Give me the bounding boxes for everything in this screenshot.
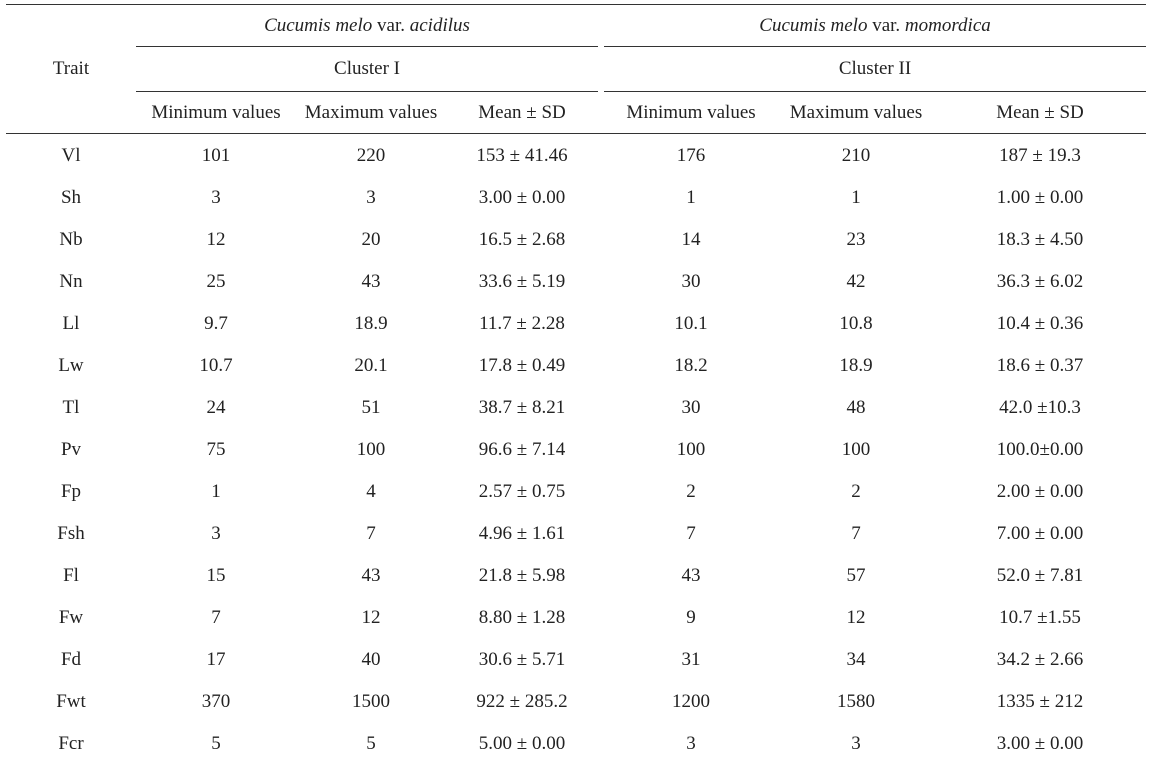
c1-min-cell: 3 (136, 513, 296, 555)
subheader-c2-mean: Mean ± SD (934, 92, 1146, 134)
c2-min-cell: 31 (604, 639, 778, 681)
c2-mean-cell: 100.0±0.00 (934, 429, 1146, 471)
c2-max-cell: 10.8 (778, 303, 934, 345)
table-row (6, 639, 1146, 681)
c1-min-cell: 5 (136, 723, 296, 765)
table-row (6, 555, 1146, 597)
data-table-container (6, 4, 1146, 765)
table-row (6, 387, 1146, 429)
c1-max-cell: 1500 (296, 681, 446, 723)
c2-min-cell: 9 (604, 597, 778, 639)
c2-mean-cell: 10.7 ±1.55 (934, 597, 1146, 639)
c1-max-cell: 51 (296, 387, 446, 429)
var-label: var. (872, 15, 900, 36)
cluster-header-1: Cluster I (136, 47, 598, 92)
c2-min-cell: 1200 (604, 681, 778, 723)
c2-mean-cell: 34.2 ± 2.66 (934, 639, 1146, 681)
subheader-c2-max: Maximum values (778, 92, 934, 134)
c2-max-cell: 34 (778, 639, 934, 681)
c2-max-cell: 1580 (778, 681, 934, 723)
c2-min-cell: 18.2 (604, 345, 778, 387)
c1-min-cell: 12 (136, 219, 296, 261)
table-row (6, 303, 1146, 345)
c2-max-cell: 100 (778, 429, 934, 471)
c1-mean-cell: 5.00 ± 0.00 (446, 723, 598, 765)
c1-mean-cell: 2.57 ± 0.75 (446, 471, 598, 513)
c1-min-cell: 9.7 (136, 303, 296, 345)
c1-max-cell: 12 (296, 597, 446, 639)
c1-max-cell: 40 (296, 639, 446, 681)
c2-min-cell: 1 (604, 177, 778, 219)
c1-max-cell: 20.1 (296, 345, 446, 387)
c1-mean-cell: 17.8 ± 0.49 (446, 345, 598, 387)
table-body (6, 134, 1146, 765)
variety-name: acidilus (410, 15, 470, 36)
table-row (6, 429, 1146, 471)
subheader-c1-max: Maximum values (296, 92, 446, 134)
c1-mean-cell: 30.6 ± 5.71 (446, 639, 598, 681)
table-row (6, 723, 1146, 765)
c1-mean-cell: 33.6 ± 5.19 (446, 261, 598, 303)
c2-min-cell: 2 (604, 471, 778, 513)
c1-mean-cell: 8.80 ± 1.28 (446, 597, 598, 639)
c2-min-cell: 3 (604, 723, 778, 765)
c2-max-cell: 57 (778, 555, 934, 597)
trait-cell: Fw (6, 597, 136, 639)
c2-max-cell: 42 (778, 261, 934, 303)
c1-max-cell: 43 (296, 555, 446, 597)
c1-max-cell: 20 (296, 219, 446, 261)
c2-mean-cell: 2.00 ± 0.00 (934, 471, 1146, 513)
c1-min-cell: 3 (136, 177, 296, 219)
species-name: Cucumis melo (264, 15, 372, 36)
c2-min-cell: 176 (604, 134, 778, 178)
c1-min-cell: 1 (136, 471, 296, 513)
subheader-c1-mean: Mean ± SD (446, 92, 598, 134)
c1-mean-cell: 922 ± 285.2 (446, 681, 598, 723)
c2-min-cell: 30 (604, 387, 778, 429)
table-row (6, 134, 1146, 178)
c2-mean-cell: 10.4 ± 0.36 (934, 303, 1146, 345)
c2-min-cell: 30 (604, 261, 778, 303)
c1-min-cell: 10.7 (136, 345, 296, 387)
table-row (6, 471, 1146, 513)
trait-cell: Fcr (6, 723, 136, 765)
c2-mean-cell: 187 ± 19.3 (934, 134, 1146, 178)
c2-max-cell: 7 (778, 513, 934, 555)
species-header-group-2 (604, 5, 1146, 47)
variety-name: momordica (905, 15, 991, 36)
c2-min-cell: 10.1 (604, 303, 778, 345)
c1-min-cell: 24 (136, 387, 296, 429)
subheader-c1-min: Minimum values (136, 92, 296, 134)
trait-column-header: Trait (6, 5, 136, 134)
trait-cell: Vl (6, 134, 136, 178)
trait-statistics-table (6, 4, 1146, 765)
c2-max-cell: 210 (778, 134, 934, 178)
c1-mean-cell: 16.5 ± 2.68 (446, 219, 598, 261)
c1-mean-cell: 153 ± 41.46 (446, 134, 598, 178)
table-row (6, 597, 1146, 639)
trait-cell: Fl (6, 555, 136, 597)
c1-max-cell: 18.9 (296, 303, 446, 345)
trait-cell: Fwt (6, 681, 136, 723)
table-row (6, 177, 1146, 219)
c1-mean-cell: 21.8 ± 5.98 (446, 555, 598, 597)
table-row (6, 681, 1146, 723)
c1-min-cell: 101 (136, 134, 296, 178)
trait-cell: Pv (6, 429, 136, 471)
c1-min-cell: 7 (136, 597, 296, 639)
table-row (6, 513, 1146, 555)
c2-max-cell: 3 (778, 723, 934, 765)
c1-min-cell: 370 (136, 681, 296, 723)
c1-mean-cell: 38.7 ± 8.21 (446, 387, 598, 429)
c1-mean-cell: 11.7 ± 2.28 (446, 303, 598, 345)
c2-mean-cell: 1.00 ± 0.00 (934, 177, 1146, 219)
c1-max-cell: 43 (296, 261, 446, 303)
trait-cell: Ll (6, 303, 136, 345)
c2-min-cell: 100 (604, 429, 778, 471)
trait-cell: Lw (6, 345, 136, 387)
header-row-cluster (6, 47, 1146, 92)
c2-mean-cell: 52.0 ± 7.81 (934, 555, 1146, 597)
c1-min-cell: 75 (136, 429, 296, 471)
c1-max-cell: 100 (296, 429, 446, 471)
c2-mean-cell: 3.00 ± 0.00 (934, 723, 1146, 765)
c1-min-cell: 17 (136, 639, 296, 681)
cluster-header-2: Cluster II (604, 47, 1146, 92)
c1-max-cell: 3 (296, 177, 446, 219)
c2-mean-cell: 18.6 ± 0.37 (934, 345, 1146, 387)
c2-max-cell: 23 (778, 219, 934, 261)
c2-max-cell: 1 (778, 177, 934, 219)
trait-cell: Tl (6, 387, 136, 429)
c2-max-cell: 12 (778, 597, 934, 639)
species-header-group-1 (136, 5, 598, 47)
c1-min-cell: 25 (136, 261, 296, 303)
trait-cell: Fp (6, 471, 136, 513)
c2-max-cell: 2 (778, 471, 934, 513)
c1-max-cell: 4 (296, 471, 446, 513)
trait-cell: Sh (6, 177, 136, 219)
trait-cell: Fsh (6, 513, 136, 555)
table-row (6, 345, 1146, 387)
c2-mean-cell: 18.3 ± 4.50 (934, 219, 1146, 261)
c2-max-cell: 18.9 (778, 345, 934, 387)
table-row (6, 261, 1146, 303)
c2-mean-cell: 1335 ± 212 (934, 681, 1146, 723)
trait-cell: Fd (6, 639, 136, 681)
c2-mean-cell: 42.0 ±10.3 (934, 387, 1146, 429)
c2-mean-cell: 7.00 ± 0.00 (934, 513, 1146, 555)
c1-max-cell: 7 (296, 513, 446, 555)
trait-cell: Nb (6, 219, 136, 261)
var-label: var. (377, 15, 405, 36)
c2-min-cell: 14 (604, 219, 778, 261)
c1-max-cell: 220 (296, 134, 446, 178)
c2-min-cell: 7 (604, 513, 778, 555)
c1-max-cell: 5 (296, 723, 446, 765)
c2-max-cell: 48 (778, 387, 934, 429)
c2-min-cell: 43 (604, 555, 778, 597)
c1-mean-cell: 96.6 ± 7.14 (446, 429, 598, 471)
trait-cell: Nn (6, 261, 136, 303)
header-row-species (6, 5, 1146, 47)
header-row-statistics (6, 92, 1146, 134)
c2-mean-cell: 36.3 ± 6.02 (934, 261, 1146, 303)
c1-mean-cell: 4.96 ± 1.61 (446, 513, 598, 555)
table-row (6, 219, 1146, 261)
c1-min-cell: 15 (136, 555, 296, 597)
c1-mean-cell: 3.00 ± 0.00 (446, 177, 598, 219)
subheader-c2-min: Minimum values (604, 92, 778, 134)
species-name: Cucumis melo (759, 15, 867, 36)
